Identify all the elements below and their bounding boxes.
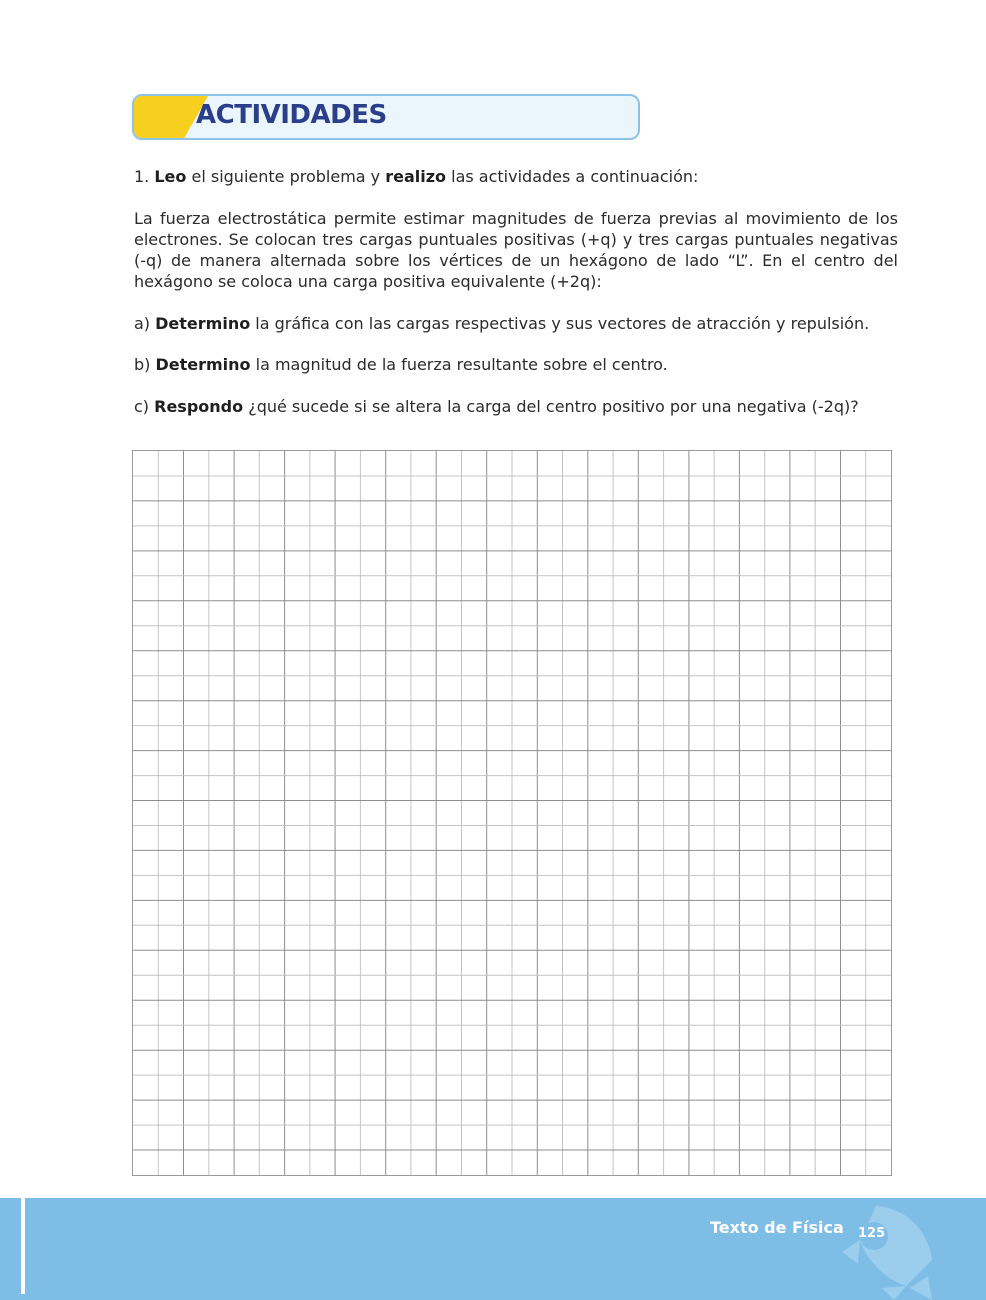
footer-label: Texto de Física — [710, 1218, 844, 1237]
footer-divider — [21, 1198, 25, 1294]
intro-verb-2: realizo — [385, 167, 447, 186]
item-a — [134, 313, 898, 334]
problem-statement: La fuerza electrostática permite estimar magnitudes de fuerza previas al movimiento de los electrones. Se colocan tres cargas puntuales positivas (+q) y tres cargas puntuales negativas (-q) de manera alternada sobre los vértices de un hexágono de lado “L”. En el centro del hexágono se coloca una carga positiva equivalente (+2q): — [134, 209, 898, 291]
intro-text-1: el siguiente problema y — [186, 167, 386, 186]
intro-number: 1. — [134, 167, 150, 186]
footer-bar — [0, 1198, 986, 1300]
page-number: 125 — [858, 1226, 886, 1241]
item-a-text: la gráfica con las cargas respectivas y sus vectores de atracción y repulsión. — [250, 314, 870, 333]
rocket-icon — [836, 1200, 946, 1300]
item-b-text: la magnitud de la fuerza resultante sobre el centro. — [250, 355, 668, 374]
item-c-verb: Respondo — [154, 397, 244, 416]
activities-header — [132, 94, 640, 140]
intro-verb-1: Leo — [154, 167, 187, 186]
item-a-prefix: a) — [134, 314, 156, 333]
intro-line — [134, 166, 898, 187]
item-a-verb: Determino — [155, 314, 251, 333]
item-c-prefix: c) — [134, 397, 155, 416]
item-b — [134, 354, 898, 375]
grid-lines — [133, 451, 891, 1175]
item-c — [134, 396, 898, 417]
item-b-verb: Determino — [155, 355, 251, 374]
header-title: ACTIVIDADES — [196, 100, 387, 130]
item-c-text: ¿qué sucede si se altera la carga del centro positivo por una negativa (-2q)? — [243, 397, 859, 416]
header-accent — [134, 96, 174, 140]
item-b-prefix: b) — [134, 355, 156, 374]
answer-grid[interactable] — [132, 450, 892, 1176]
intro-text-2: las actividades a continuación: — [446, 167, 699, 186]
